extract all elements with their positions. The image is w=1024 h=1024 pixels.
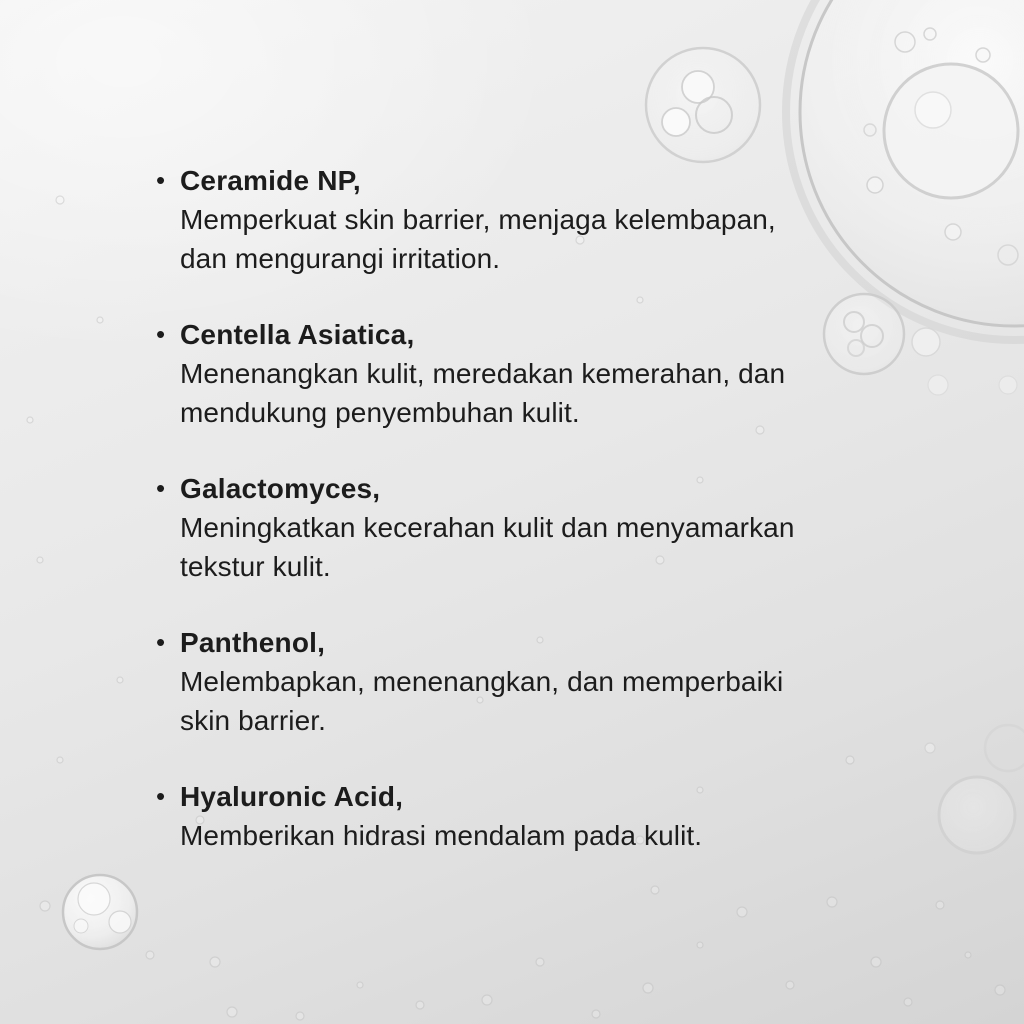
ingredient-description-line: skin barrier. [180, 705, 327, 736]
faint-rings-lower-right [925, 725, 1024, 853]
ingredient-description-line: Memperkuat skin barrier, menjaga kelembapan, [180, 204, 776, 235]
ingredient-description-line: Memberikan hidrasi mendalam pada kulit. [180, 820, 703, 851]
bullet-icon: • [156, 473, 166, 503]
ingredient-description-line: Meningkatkan kecerahan kulit dan menyamarkan [180, 512, 795, 543]
ingredient-ceramide-np [156, 161, 876, 278]
ingredient-panthenol [156, 623, 876, 740]
ingredient-name: Hyaluronic Acid, [180, 781, 404, 812]
ingredient-description-line: tekstur kulit. [180, 551, 331, 582]
ingredient-hyaluronic-acid [156, 777, 876, 855]
pearl-cluster-bubble-top [646, 48, 760, 162]
ingredient-description-line: dan mengurangi irritation. [180, 243, 501, 274]
ingredient-name: Galactomyces, [180, 473, 381, 504]
ingredient-description-line: Melembapkan, menenangkan, dan memperbaiki [180, 666, 784, 697]
pearl-bubble-bottom-left [63, 875, 137, 949]
bullet-icon: • [156, 165, 166, 195]
ingredient-galactomyces [156, 469, 876, 586]
ingredient-name: Centella Asiatica, [180, 319, 415, 350]
ingredient-description-line: Menenangkan kulit, meredakan kemerahan, dan [180, 358, 786, 389]
ingredient-centella-asiatica [156, 315, 876, 432]
bullet-icon: • [156, 627, 166, 657]
ingredient-name: Panthenol, [180, 627, 326, 658]
ingredient-description-line: mendukung penyembuhan kulit. [180, 397, 580, 428]
ingredient-name: Ceramide NP, [180, 165, 361, 196]
bullet-icon: • [156, 781, 166, 811]
bullet-icon: • [156, 319, 166, 349]
ingredient-list [156, 161, 876, 892]
